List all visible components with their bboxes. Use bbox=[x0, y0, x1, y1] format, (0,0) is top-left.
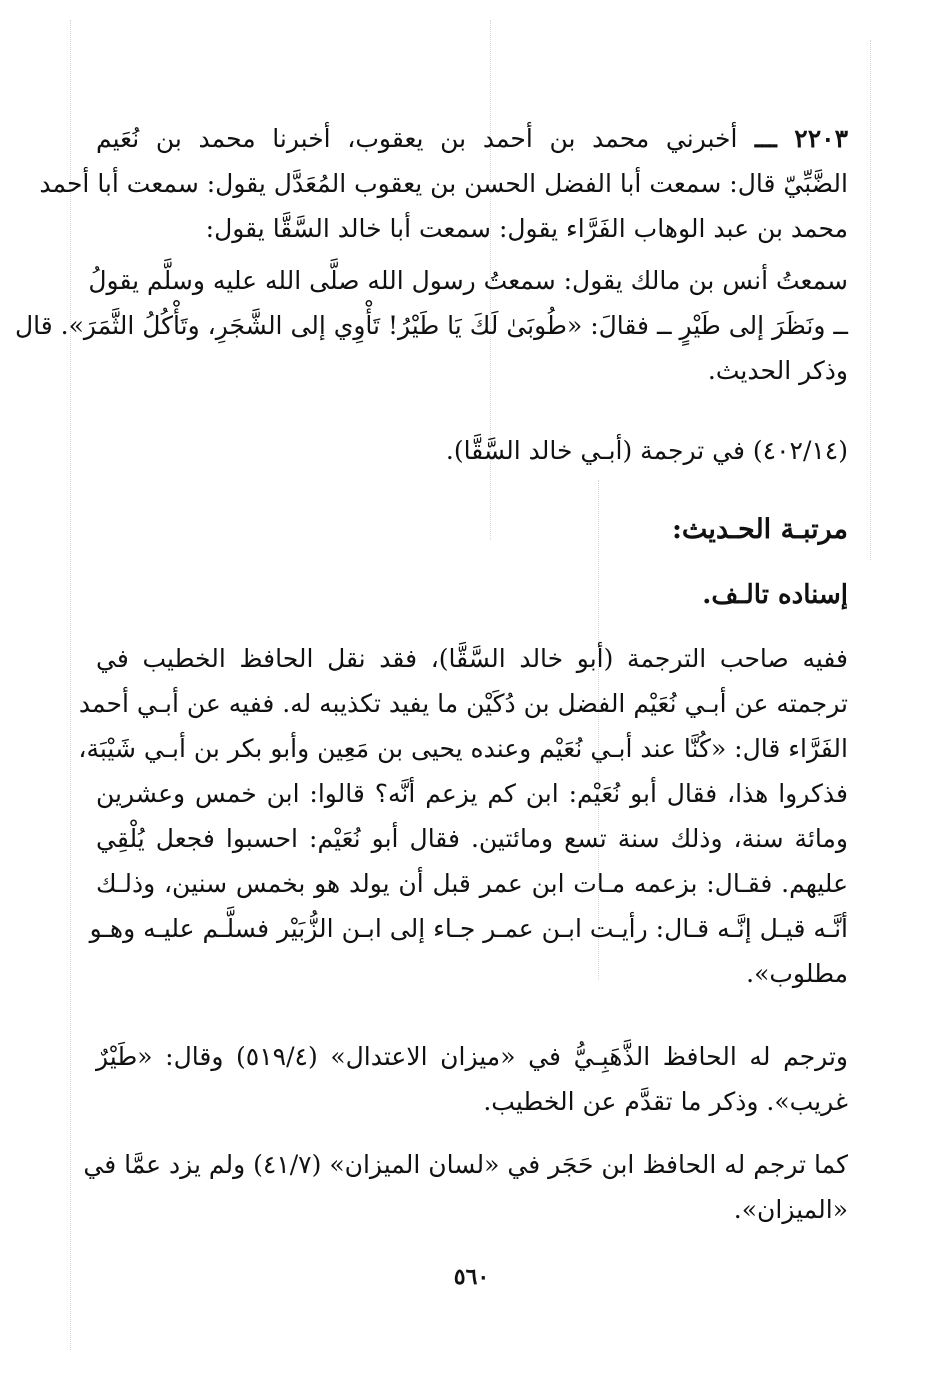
discussion-paragraph bbox=[78, 636, 848, 996]
hadith-chain-line: ٢٢٠٣ ـــ أخبرني محمد بن أحمد بن يعقوب، أخبرنا محمد بن نُعَيم bbox=[96, 124, 848, 153]
scan-artifact-line bbox=[70, 20, 71, 1350]
paragraph-line: فذكروا هذا، فقال أبو نُعَيْم: ابن كم يزعم أنَّه؟ قالوا: ابن خمس وعشرين bbox=[96, 779, 848, 808]
paragraph-line: وترجم له الحافظ الذَّهَبِـيُّ في «ميزان الاعتدال» (٥١٩/٤) وقال: «طَيْرٌ bbox=[96, 1042, 849, 1071]
paragraph-line: ففيه صاحب الترجمة (أبو خالد السَّقَّا)، فقد نقل الحافظ الخطيب في bbox=[96, 644, 848, 673]
paragraph-line: أنَّـه قيـل إنَّـه قـال: رأيـت ابـن عمـر جـاء إلى ابـن الزُّبَيْر فسلَّـم عليـه وهـو bbox=[89, 914, 848, 943]
paragraph-line: ومائة سنة، وذلك سنة تسع ومائتين. فقال أبو نُعَيْم: احسبوا فجعل يُلْقِي bbox=[96, 824, 848, 853]
scan-artifact-line bbox=[870, 40, 871, 560]
hadith-chain-line: محمد بن عبد الوهاب الفَرَّاء يقول: سمعت أبا خالد السَّقَّا يقول: bbox=[205, 214, 848, 243]
hadith-text bbox=[14, 258, 848, 393]
hadith-reference bbox=[96, 428, 848, 473]
paragraph-line: «الميزان». bbox=[733, 1195, 848, 1224]
paragraph-line: مطلوب». bbox=[746, 959, 848, 988]
grade-heading: مرتبـة الحـديث: bbox=[671, 514, 848, 545]
page-number: ٥٦٠ bbox=[453, 1264, 490, 1290]
paragraph-line: كما ترجم له الحافظ ابن حَجَر في «لسان الميزان» (٤١/٧) ولم يزد عمَّا في bbox=[83, 1150, 848, 1179]
hadith-text-line: ــ ونَظَرَ إلى طَيْرٍ ــ فقالَ: «طُوبَىٰ لَكَ يَا طَيْرُ! تَأْوِي إلى الشَّجَرِ، وتَأْكُلُ الثَّمَرَ». قال bbox=[14, 311, 848, 340]
paragraph-line: ترجمته عن أبـي نُعَيْم الفضل بن دُكَيْن ما يفيد تكذيبه له. ففيه عن أبـي أحمد bbox=[78, 689, 848, 718]
hadith-chain-line: الضَّبِّيّ قال: سمعت أبا الفضل الحسن بن يعقوب المُعَدَّل يقول: سمعت أبا أحمد bbox=[39, 169, 848, 198]
reference-line: (٤٠٢/١٤) في ترجمة (أبـي خالد السَّقَّا). bbox=[445, 436, 848, 465]
hadith-chain-text: أخبرني محمد بن أحمد بن يعقوب، أخبرنا محمد بن نُعَيم bbox=[96, 124, 738, 153]
hadith-chain bbox=[39, 116, 848, 251]
discussion-paragraph bbox=[96, 1034, 848, 1124]
grade-verdict: إسناده تالـف. bbox=[702, 580, 848, 610]
discussion-paragraph bbox=[83, 1142, 848, 1232]
paragraph-line: غريب». وذكر ما تقدَّم عن الخطيب. bbox=[483, 1087, 848, 1116]
paragraph-line: عليهم. فقـال: بزعمه مـات ابن عمر قبل أن يولد هو بخمس سنين، وذلـك bbox=[96, 869, 848, 898]
paragraph-line: الفَرَّاء قال: «كُنَّا عند أبـي نُعَيْم وعنده يحيى بن مَعِين وأبو بكر بن أبـي شَيْبَة، bbox=[78, 734, 848, 763]
hadith-number: ٢٢٠٣ bbox=[794, 124, 848, 153]
hadith-text-line: سمعتُ أنس بن مالك يقول: سمعتُ رسول الله صلَّى الله عليه وسلَّم يقولُ bbox=[88, 266, 848, 295]
hadith-text-line: وذكر الحديث. bbox=[707, 356, 848, 385]
